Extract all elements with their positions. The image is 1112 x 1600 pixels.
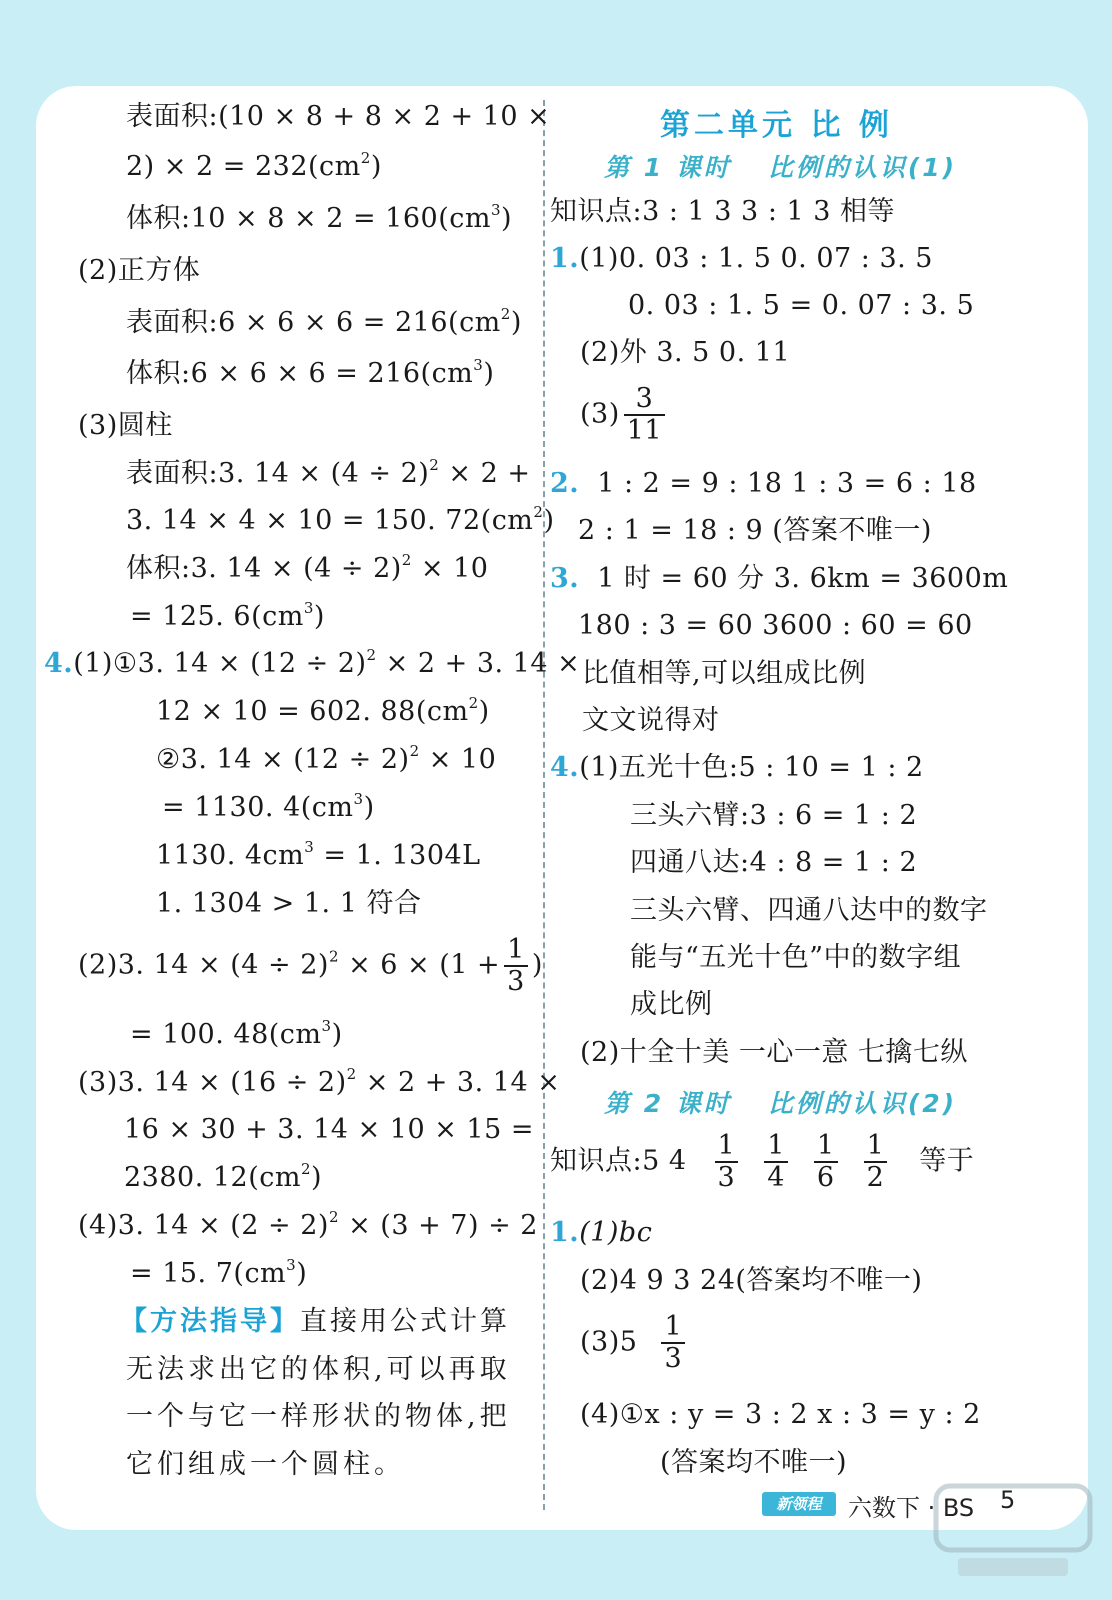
text-line: 表面积:3. $14 \times (4 \div 2)^2 \times 2$ + bbox=[126, 456, 531, 489]
fraction: $\frac{1}{3}$ bbox=[504, 935, 528, 997]
text-line: 体积:10 × $8 \times 2 = 160(cm^3)$ bbox=[126, 201, 513, 234]
text-line: 表面积:(10 × 8 + 8 × 2 + 10 × bbox=[126, 101, 551, 132]
text-line: = 125. $6(cm^3)$ bbox=[130, 599, 325, 632]
text-line: 16 × 30 + 3. 14 × 10 × 15 = bbox=[124, 1114, 534, 1145]
text-line: 3. 1 时 = 60 分 3. 6km = 3600m bbox=[550, 563, 1009, 594]
text-line: = 15. $7(cm^3)$ bbox=[130, 1256, 308, 1289]
text-line: 知识点:3 : 1 3 3 : 1 3 相等 bbox=[550, 196, 896, 227]
text-line: 能与“五光十色”中的数字组 bbox=[630, 942, 962, 973]
text-line: 一个与它一样形状的物体,把 bbox=[126, 1401, 511, 1432]
question-number: 3. bbox=[550, 563, 580, 594]
fraction: $\frac{1}{3}$ bbox=[715, 1131, 739, 1193]
method-guide-label: 【方法指导】 bbox=[120, 1306, 300, 1337]
text-line: 它们组成一个圆柱。 bbox=[126, 1449, 405, 1480]
text-line: 三头六臂:3 : 6 = 1 : 2 bbox=[630, 800, 918, 831]
fraction: $\frac{1}{4}$ bbox=[764, 1131, 788, 1193]
text-line: 2 : 1 = 18 : 9 (答案不唯一) bbox=[578, 515, 932, 546]
text-line: $2) \times 2 = 232(cm^2)$ bbox=[126, 149, 382, 182]
question-number: 2. bbox=[550, 468, 580, 499]
text-line: 比值相等,可以组成比例 bbox=[582, 658, 867, 689]
lesson-heading: 第 2 课时 比例的认识(2) bbox=[604, 1089, 958, 1118]
text-line: (4)3. $14 \times (2 \div 2)^2 \times (3 + 7) \div 2$ bbox=[78, 1208, 538, 1241]
fraction: $\frac{1}{3}$ bbox=[661, 1312, 685, 1374]
text-line: 2380. $12(cm^2)$ bbox=[124, 1160, 323, 1193]
question-number: 1. bbox=[550, 243, 580, 274]
text-line: (2)十全十美 一心一意 七擒七纵 bbox=[580, 1037, 968, 1068]
text-line: 1.(1)bc bbox=[550, 1217, 653, 1248]
text-line: 三头六臂、四通八达中的数字 bbox=[630, 895, 988, 926]
book-label: 六数下 · BS bbox=[848, 1494, 975, 1522]
text-line: (2)外 3. 5 0. 11 bbox=[580, 337, 791, 368]
text-line: (3)3. $14 \times (16 \div 2)^2 \times 2 + 3$. 14 × bbox=[78, 1065, 561, 1098]
text-line: 4.(1)五光十色:5 : 10 = 1 : 2 bbox=[550, 752, 924, 783]
page-number: 5 bbox=[1000, 1486, 1016, 1514]
question-number: 4. bbox=[44, 648, 74, 679]
text-line: (3) $\frac{3}{11}$ bbox=[580, 384, 669, 446]
watermark-logo bbox=[928, 1478, 1098, 1588]
text-line: 成比例 bbox=[630, 989, 713, 1020]
text-line: 无法求出它的体积,可以再取 bbox=[126, 1354, 511, 1385]
fraction: $\frac{3}{11}$ bbox=[624, 384, 665, 446]
text-line: 体积:6 × $6 \times 6 = 216(cm^3)$ bbox=[126, 356, 495, 389]
text-line: 知识点:5 4 $\frac{1}{3}$ $\frac{1}{4}$ $\frac{1}{6}$ $\frac{1}{2}$ 等于 bbox=[550, 1130, 975, 1193]
fraction: $\frac{1}{6}$ bbox=[814, 1131, 838, 1193]
text-line: (3)圆柱 bbox=[78, 410, 173, 441]
text-line: 0. 03 : 1. 5 = 0. 07 : 3. 5 bbox=[628, 290, 975, 321]
text-line: 3. 14 × 4 × 10 = 150. $72(cm^2)$ bbox=[126, 503, 555, 536]
text-line: 180 : 3 = 60 3600 : 60 = 60 bbox=[578, 610, 973, 641]
text-line: (2)正方体 bbox=[78, 255, 201, 286]
method-guide-line: 【方法指导】直接用公式计算 bbox=[120, 1306, 510, 1337]
text-line: (3)5 $\frac{1}{3}$ bbox=[580, 1312, 689, 1374]
unit-title: 第二单元 比 例 bbox=[660, 108, 893, 143]
watermark-icon bbox=[928, 1478, 1098, 1588]
fraction: $\frac{1}{2}$ bbox=[864, 1131, 888, 1193]
text-line: ②3. $14 \times (12 \div 2)^2 \times 10$ bbox=[156, 742, 497, 775]
question-number: 1. bbox=[550, 1217, 580, 1248]
text-line: 1130. $4cm^3 = 1$. 1304L bbox=[156, 838, 481, 871]
text-line: 12 × 10 = 602. $88(cm^2)$ bbox=[156, 694, 490, 727]
text-line: = 1130. $4(cm^3)$ bbox=[162, 790, 375, 823]
text-line: 2. 1 : 2 = 9 : 18 1 : 3 = 6 : 18 bbox=[550, 468, 977, 499]
publisher-badge: 新领程 bbox=[762, 1492, 836, 1516]
text-line: 四通八达:4 : 8 = 1 : 2 bbox=[630, 847, 918, 878]
text-line: 4.(1)①3. $14 \times (12 \div 2)^2 \times 2 + 3$. 14 × bbox=[44, 646, 581, 679]
text-line: (4)①x : y = 3 : 2 x : 3 = y : 2 bbox=[580, 1399, 981, 1430]
column-divider bbox=[543, 100, 545, 1510]
text-line: 表面积:6 × $6 \times 6 = 216(cm^2)$ bbox=[126, 305, 522, 338]
text-line: (2)3. $14 \times (4 \div 2)^2 \times 6 \times (1$ + $\frac{1}{3}$ ) bbox=[78, 934, 543, 997]
text-line: 1.(1)0. 03 : 1. 5 0. 07 : 3. 5 bbox=[550, 243, 933, 274]
text-line: 体积:3. $14 \times (4 \div 2)^2 \times 10$ bbox=[126, 551, 489, 584]
text-line: (答案均不唯一) bbox=[660, 1447, 848, 1478]
text-line: 1. 1304 > 1. 1 符合 bbox=[156, 888, 422, 919]
text-line: (2)4 9 3 24(答案均不唯一) bbox=[580, 1265, 923, 1296]
text-line: = 100. $48(cm^3)$ bbox=[130, 1017, 343, 1050]
question-number: 4. bbox=[550, 752, 580, 783]
text-line: 文文说得对 bbox=[582, 705, 720, 736]
lesson-heading: 第 1 课时 比例的认识(1) bbox=[604, 153, 958, 182]
